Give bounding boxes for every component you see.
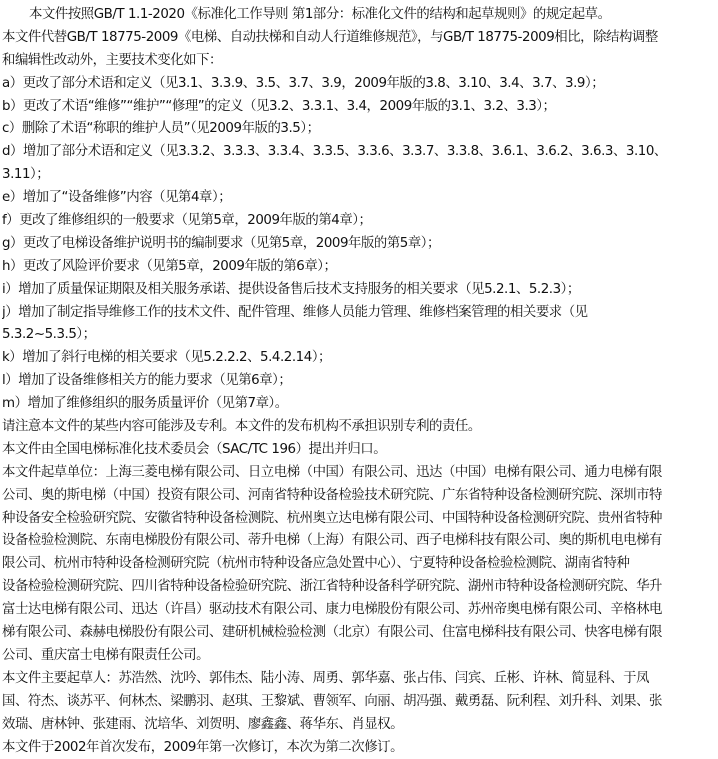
change-item-l: l）增加了设备维修相关方的能力要求（见第6章）； <box>2 370 716 393</box>
paragraph-main-drafters-cont: 效瑞、唐林钟、张建雨、沈培华、刘贺明、廖鑫鑫、蒋华东、肖显权。 <box>2 714 716 737</box>
change-item-e: e）增加了“设备维修”内容（见第4章）； <box>2 187 716 210</box>
change-item-f: f）更改了维修组织的一般要求（见第5章，2009年版的第4章）； <box>2 210 716 233</box>
paragraph-drafting-units-cont: 公司、奥的斯电梯（中国）投资有限公司、河南省特种设备检验技术研究院、广东省特种设备检测研究院、深圳市特 <box>2 485 716 508</box>
change-item-d-cont: 3.11）； <box>2 164 716 187</box>
change-item-m: m）增加了维修组织的服务质量评价（见第7章）。 <box>2 393 716 416</box>
change-item-j-cont: 5.3.2~5.3.5）； <box>2 324 716 347</box>
paragraph-drafting-units-cont: 富士达电梯有限公司、迅达（许昌）驱动技术有限公司、康力电梯股份有限公司、苏州帝奥电梯有限公司、辛格林电 <box>2 599 716 622</box>
paragraph-drafting-basis: 本文件按照GB/T 1.1-2020《标准化工作导则 第1部分：标准化文件的结构和起草规则》的规定起草。 <box>2 4 716 27</box>
paragraph-replacement: 本文件代替GB/T 18775-2009《电梯、自动扶梯和自动人行道维修规范》，与GB/T 18775-2009相比，除结构调整 <box>2 27 716 50</box>
paragraph-drafting-units: 本文件起草单位：上海三菱电梯有限公司、日立电梯（中国）有限公司、迅达（中国）电梯有限公司、通力电梯有限 <box>2 462 716 485</box>
change-item-b: b）更改了术语“维修”“维护”“修理”的定义（见3.2、3.3.1、3.4，2009年版的3.1、3.2、3.3）； <box>2 96 716 119</box>
paragraph-drafting-units-cont: 设备检验检测研究院、四川省特种设备检验研究院、浙江省特种设备科学研究院、湖州市特种设备检测研究院、华升 <box>2 576 716 599</box>
change-item-d: d）增加了部分术语和定义（见3.3.2、3.3.3、3.3.4、3.3.5、3.3.6、3.3.7、3.3.8、3.6.1、3.6.2、3.6.3、3.10、 <box>2 141 716 164</box>
change-item-i: i）增加了质量保证期限及相关服务承诺、提供设备售后技术支持服务的相关要求（见5.2.1、5.2.3）； <box>2 279 716 302</box>
paragraph-drafting-units-cont: 限公司、杭州市特种设备检测研究院（杭州市特种设备应急处置中心）、宁夏特种设备检验检测院、湖南省特种 <box>2 553 716 576</box>
paragraph-drafting-units-cont: 设备检验检测院、东南电梯股份有限公司、蒂升电梯（上海）有限公司、西子电梯科技有限公司、奥的斯机电电梯有 <box>2 530 716 553</box>
paragraph-publication-history: 本文件于2002年首次发布，2009年第一次修订，本次为第二次修订。 <box>2 737 716 759</box>
change-item-j: j）增加了制定指导维修工作的技术文件、配件管理、维修人员能力管理、维修档案管理的相关要求（见 <box>2 302 716 325</box>
paragraph-drafting-units-cont: 公司、重庆富士电梯有限责任公司。 <box>2 645 716 668</box>
change-item-k: k）增加了斜行电梯的相关要求（见5.2.2.2、5.4.2.14）； <box>2 347 716 370</box>
change-item-h: h）更改了风险评价要求（见第5章，2009年版的第6章）； <box>2 256 716 279</box>
paragraph-replacement-cont: 和编辑性改动外，主要技术变化如下： <box>2 50 716 73</box>
change-item-g: g）更改了电梯设备维护说明书的编制要求（见第5章，2009年版的第5章）； <box>2 233 716 256</box>
paragraph-patent-notice: 请注意本文件的某些内容可能涉及专利。本文件的发布机构不承担识别专利的责任。 <box>2 416 716 439</box>
change-item-a: a）更改了部分术语和定义（见3.1、3.3.9、3.5、3.7、3.9，2009年版的3.8、3.10、3.4、3.7、3.9）； <box>2 73 716 96</box>
paragraph-drafting-units-cont: 梯有限公司、森赫电梯股份有限公司、建研机械检验检测（北京）有限公司、住富电梯科技有限公司、快客电梯有限 <box>2 622 716 645</box>
change-item-c: c）删除了术语“称职的维护人员”（见2009年版的3.5）； <box>2 118 716 141</box>
paragraph-main-drafters: 本文件主要起草人：苏浩然、沈吟、郭伟杰、陆小涛、周勇、郭华嘉、张占伟、闫宾、丘彬、许林、简显科、于凤 <box>2 668 716 691</box>
paragraph-proposer: 本文件由全国电梯标准化技术委员会（SAC/TC 196）提出并归口。 <box>2 439 716 462</box>
paragraph-main-drafters-cont: 国、符杰、谈苏平、何林杰、梁鹏羽、赵琪、王黎斌、曹领军、向丽、胡冯强、戴勇磊、阮利程、刘升科、刘果、张 <box>2 691 716 714</box>
paragraph-drafting-units-cont: 种设备安全检验研究院、安徽省特种设备检测院、杭州奥立达电梯有限公司、中国特种设备检测研究院、贵州省特种 <box>2 508 716 531</box>
